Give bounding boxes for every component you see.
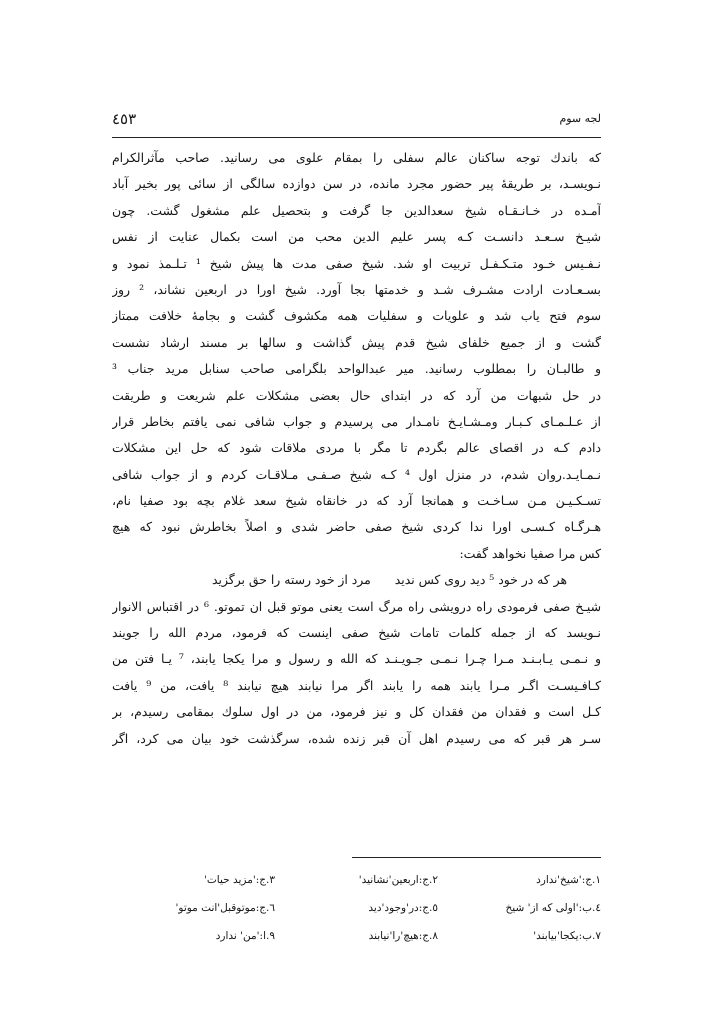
text-line: شیـخ سـعـد دانسـت کـه پسر علیم الدین محب من است بکمال عنایت از نفس xyxy=(112,229,601,245)
text-line: سوم فتح یاب شد و علویات و سفلیات همه مكشوف گشت و بجامهٔ خلافت ممتاز xyxy=(112,308,601,324)
text-line: نـویسد که از جمله كلمات تامات شیخ صفی اینست که فرمود، مردم الله را جویند xyxy=(112,625,601,641)
text-line: کس مرا صفیا نخواهد گفت: xyxy=(459,545,601,561)
footnote: ٩.ا:'من' ندارد xyxy=(215,930,275,942)
text-line: بسـعـادت ارادت مشـرف شـد و خدمتها بجا آورد. شیخ اورا در اربعین نشاند، ² روز xyxy=(112,281,601,297)
text-line: نـمـایـد.روان شدم، در منزل اول ⁴ کـه شیخ صـفـی مـلاقـات کردم و از جواب شافی xyxy=(112,466,601,482)
text-line: كـل است و فقدان من فقدان كل و نیز فرمود، من در اول سلوك بمقامی رسیدم، بر xyxy=(112,704,601,720)
footnote-row xyxy=(112,866,601,894)
verse-left-hemistich: مرد از خود رسته را حق برگزید xyxy=(212,572,371,588)
text-line: که باندك توجه ساكنان عالم سفلی را بمقام علوی می رسانید. صاحب مآثرالكرام xyxy=(112,150,601,165)
text-line: دادم کـه در اقصای عالم بگردم تا مگر با مردی ملاقات شود که حل این مشكلات xyxy=(112,440,601,456)
footnote: ٥.ج:در'وجود'دید xyxy=(368,902,438,914)
text-line: شیـخ صفی فرمودی راه درویشی راه مرگ است یعنی موتو قبل ان تموتو. ⁶ در اقتباس الانوار xyxy=(112,598,601,614)
footnote: ٧.ب:یكجا'بیابند' xyxy=(533,930,601,942)
text-line: و نـمـی یـابـنـد مـرا چـرا نـمـی جـویـنـد که الله و رسول و مرا یكجا یابند، ⁷ یـا فتن من xyxy=(112,651,601,667)
footnote: ٣.ج:'مزید حیات' xyxy=(204,874,275,886)
footnote: ٦.ج:موتوقبل'انت موتو' xyxy=(175,902,275,914)
poem-verse xyxy=(112,567,601,593)
footnote: ٢.ج:اربعین'نشانید' xyxy=(358,874,438,886)
text-line: و طالبـان را بمطلوب رسانید. میر عبدالواحد بلگرامی صاحب سنابل مرید جناب ³ xyxy=(112,361,601,377)
footnotes xyxy=(112,866,601,950)
page-number: ٤٥٣ xyxy=(112,110,137,128)
header-rule xyxy=(112,137,601,138)
footnote: ٤.ب:'اولی که از' شیخ xyxy=(505,902,601,914)
text-line: هـرگـاه كـسـی اورا ندا كردی شیخ صفی حاضر شدی و اصلاً بخاطرش نبود که هیچ xyxy=(112,519,601,535)
footnote-rule xyxy=(352,857,601,858)
text-line: كـافـیسـت اگـر مـرا یابند همه را یابند اگر مرا نیابند هیچ نیابند ⁸ یافت، من ⁹ یافت xyxy=(112,677,601,693)
footnote-row xyxy=(112,922,601,950)
text-line: آمـده در خـانـقـاه شیخ سعدالدین جا گرفت و بتحصیل علم مشغول گشت. چون xyxy=(112,202,601,218)
footnote: ١.ج:'شیخ'ندارد xyxy=(536,874,601,886)
footnote-row xyxy=(112,894,601,922)
page-header xyxy=(112,110,601,134)
text-line: در حل شبهات من آرد که در ابتدای حال بعضی مشكلات علم شریعت و طریقت xyxy=(112,387,601,403)
text-line: نـویسـد، بر طریقهٔ پیر حضور مجرد مانده، در سن دوازده سالگی از سائی پور بخیر آباد xyxy=(112,176,601,192)
running-head: لجه سوم xyxy=(559,112,601,125)
text-line: گشت و از جمیع خلفای شیخ قدم پیش گذاشت و سالها بر مسند ارشاد نشست xyxy=(112,334,601,350)
verse-right-hemistich: هر که در خود ⁵ دید روی کس ندید xyxy=(394,572,567,588)
text-line: از عـلـمـای كـبـار ومـشـایـخ نامـدار می پرسیدم و جواب شافی نمی یافتم بخاطر قرار xyxy=(112,413,601,429)
text-line: نـفـیس خـود متـكـفـل تربیت او شد. شیخ صفی مدت ها پیش شیخ ¹ تـلـمذ نمود و xyxy=(112,255,601,271)
text-line: سـر هر قبر که می رسیدم اهل آن قبر زنده شده، سرگذشت خود بیان می کرد، اگر xyxy=(112,730,601,746)
text-line: تسـكـیـن مـن سـاخـت و همانجا آرد که در خانقاه شیخ سعد غلام بچه بود صفیا نام، xyxy=(112,493,601,509)
main-text xyxy=(112,145,601,752)
footnote: ٨.ج:هیچ'را'نیابند xyxy=(368,930,438,942)
